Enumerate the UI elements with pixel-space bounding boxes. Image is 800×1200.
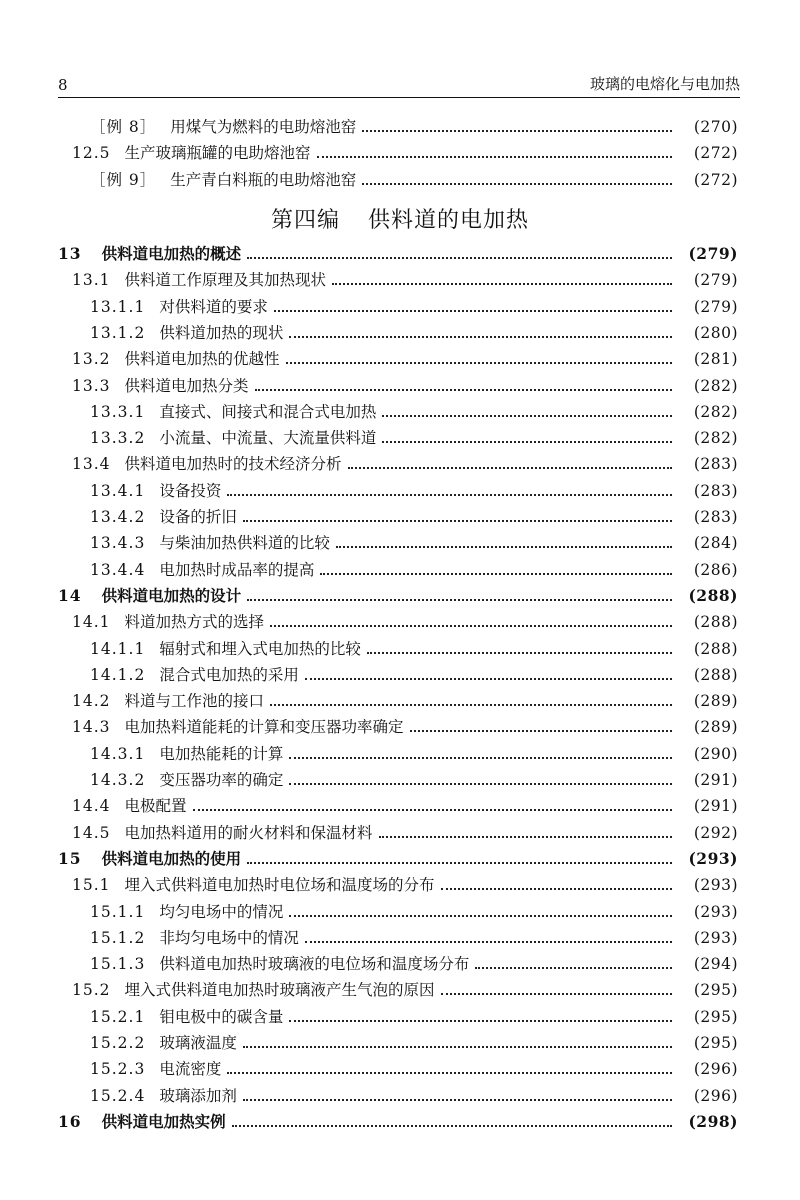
toc-entry-title: 料道与工作池的接口 — [124, 692, 265, 711]
toc-entry-title: 供料道电加热的优越性 — [124, 350, 280, 369]
dot-leader — [441, 993, 672, 995]
toc-entry-title: 供料道电加热的设计 — [101, 585, 242, 605]
toc-entry-number: ［例 8］ — [90, 118, 157, 136]
dot-leader — [243, 520, 672, 522]
dot-leader — [227, 1072, 672, 1074]
toc-entry-title: 设备投资 — [159, 481, 222, 500]
toc-entry-title: 供料道电加热分类 — [124, 376, 249, 395]
toc-entry — [0, 793, 800, 819]
toc-entry-page: (291) — [693, 797, 738, 816]
dot-leader — [305, 678, 672, 680]
toc-entry — [0, 820, 800, 846]
dot-leader — [255, 389, 672, 391]
dot-leader — [289, 1020, 672, 1022]
dot-leader — [227, 494, 672, 496]
toc-entry-page: (290) — [693, 744, 738, 763]
toc-entry — [0, 241, 800, 267]
toc-entry-title: 供料道工作原理及其加热现状 — [124, 271, 327, 290]
toc-entry-page: (289) — [693, 692, 738, 711]
toc-entry-number: 13.4.2 — [90, 508, 146, 526]
dot-leader — [382, 415, 672, 417]
part-heading — [0, 203, 800, 234]
toc-entry-number: 15.2.2 — [90, 1034, 146, 1052]
toc-entry-page: (293) — [693, 928, 738, 947]
toc-entry-page: (293) — [693, 876, 738, 895]
toc-entry-title: 均匀电场中的情况 — [159, 902, 284, 921]
toc-entry-page: (270) — [693, 118, 738, 136]
toc-entry-title: 电加热能耗的计算 — [159, 744, 284, 763]
toc-entry-number: 13 — [58, 244, 82, 263]
dot-leader — [243, 1046, 672, 1048]
header-rule — [58, 97, 740, 98]
toc-entry — [0, 899, 800, 925]
toc-entry — [0, 530, 800, 556]
dot-leader — [270, 704, 672, 706]
toc-entry-title: 供料道电加热时的技术经济分析 — [124, 455, 342, 474]
toc-entry-number: 13.4 — [72, 455, 111, 474]
toc-entry-title: 埋入式供料道电加热时电位场和温度场的分布 — [124, 876, 435, 895]
dot-leader — [286, 362, 672, 364]
dot-leader — [289, 757, 672, 759]
toc-entry-title: 电加热料道能耗的计算和变压器功率确定 — [124, 718, 404, 737]
dot-leader — [348, 467, 672, 469]
dot-leader — [289, 783, 672, 785]
toc-entry-page: (279) — [693, 271, 738, 290]
toc-entry-number: 13.2 — [72, 350, 111, 369]
toc-entry — [0, 925, 800, 951]
toc-entry-title: 生产青白料瓶的电助熔池窑 — [170, 170, 357, 189]
dot-leader — [320, 573, 672, 575]
toc-entry-page: (294) — [693, 955, 738, 974]
dot-leader — [379, 836, 672, 838]
toc-entry — [0, 294, 800, 320]
toc-entry-title: 非均匀电场中的情况 — [159, 928, 299, 947]
toc-entry-page: (291) — [693, 771, 738, 789]
toc-entry-page: (282) — [693, 429, 738, 448]
toc-entry-page: (293) — [693, 902, 738, 921]
toc-entry — [0, 977, 800, 1003]
toc-entry-page: (293) — [688, 848, 738, 868]
toc-entry — [0, 846, 800, 872]
part-label: 第四编 — [270, 208, 340, 233]
toc-entry — [0, 425, 800, 451]
dot-leader — [247, 257, 672, 259]
toc-entry-title: 埋入式供料道电加热时玻璃液产生气泡的原因 — [124, 981, 435, 1000]
toc-entry-number: 15.2 — [72, 981, 111, 1000]
dot-leader — [475, 967, 672, 969]
toc-entry-page: (279) — [693, 297, 738, 316]
toc-entry-number: 14.3.1 — [90, 744, 146, 763]
dot-leader — [367, 652, 672, 654]
toc-entry-page: (295) — [693, 1007, 738, 1026]
toc-entry-number: 13.1.1 — [90, 297, 146, 316]
toc-entry-title: 电加热时成品率的提高 — [159, 560, 315, 579]
toc-entry-title: 电加热料道用的耐火材料和保温材料 — [124, 823, 373, 842]
toc-entry-page: (282) — [693, 402, 738, 421]
dot-leader — [382, 441, 672, 443]
dot-leader — [410, 730, 672, 732]
dot-leader — [232, 1125, 672, 1127]
toc-entry-title: 供料道加热的现状 — [159, 323, 284, 342]
toc-entry-number: 15.1.1 — [90, 902, 146, 921]
toc-entry-title: 供料道电加热的概述 — [101, 244, 242, 263]
toc-entry-number: 14.1.2 — [90, 665, 146, 684]
toc-entry-page: (282) — [693, 376, 738, 395]
toc-entry-number: 14.2 — [72, 692, 111, 711]
page-number: 8 — [58, 76, 68, 94]
toc-entry — [0, 140, 800, 166]
toc-entry — [0, 1109, 800, 1135]
toc-entry — [0, 114, 800, 140]
toc-entry — [0, 872, 800, 898]
toc-entry-page: (284) — [693, 534, 738, 553]
toc-entry — [0, 167, 800, 193]
toc-entry — [0, 583, 800, 609]
toc-entry — [0, 741, 800, 767]
dot-leader — [270, 625, 672, 627]
dot-leader — [317, 156, 672, 158]
toc-entry-page: (289) — [693, 718, 738, 737]
toc-entry-number: 14.5 — [72, 823, 111, 842]
toc-entry — [0, 267, 800, 293]
toc-entry-title: 电极配置 — [124, 797, 187, 816]
toc-entry-title: 与柴油加热供料道的比较 — [159, 534, 330, 553]
dot-leader — [274, 310, 672, 312]
toc-entry-page: (283) — [693, 455, 738, 474]
toc-entry-page: (296) — [693, 1086, 738, 1105]
toc-entry-page: (295) — [693, 981, 738, 1000]
toc-entry-page: (288) — [693, 639, 738, 658]
toc-entry-number: 14.1 — [72, 613, 111, 632]
toc-entry — [0, 451, 800, 477]
toc-entry-page: (288) — [693, 613, 738, 632]
toc-entry-title: 对供料道的要求 — [159, 297, 268, 316]
toc-entry-page: (283) — [693, 481, 738, 500]
toc-entry-title: 设备的折旧 — [159, 508, 237, 526]
toc-entry — [0, 346, 800, 372]
toc-entry — [0, 767, 800, 793]
toc-entry-title: 生产玻璃瓶罐的电助熔池窑 — [124, 144, 311, 163]
toc-entry-number: 16 — [58, 1111, 82, 1131]
toc-entry — [0, 636, 800, 662]
toc-entry-page: (292) — [693, 823, 738, 842]
toc-entry-title: 直接式、间接式和混合式电加热 — [159, 402, 377, 421]
toc-entry — [0, 320, 800, 346]
toc-entry-title: 供料道电加热的使用 — [101, 848, 242, 868]
dot-leader — [362, 130, 672, 132]
toc-entry-number: 14.3 — [72, 718, 111, 737]
toc-entry-number: 15.1 — [72, 876, 111, 895]
toc-entry-page: (288) — [688, 585, 738, 605]
dot-leader — [247, 599, 672, 601]
toc-entry-number: 13.3 — [72, 376, 111, 395]
toc-entry-number: 14.3.2 — [90, 771, 146, 789]
toc-entry — [0, 1030, 800, 1056]
toc-entry-number: 13.1.2 — [90, 323, 146, 342]
toc-entry-page: (296) — [693, 1060, 738, 1079]
toc-entry-title: 玻璃添加剂 — [159, 1086, 237, 1105]
toc-entry-title: 混合式电加热的采用 — [159, 665, 299, 684]
toc-entry-number: 13.1 — [72, 271, 111, 290]
toc-entry — [0, 478, 800, 504]
toc-entry-number: ［例 9］ — [90, 170, 157, 189]
running-title: 玻璃的电熔化与电加热 — [589, 75, 740, 93]
toc-entry-number: 13.4.4 — [90, 560, 146, 579]
toc-entry-number: 14.4 — [72, 797, 111, 816]
dot-leader — [336, 546, 672, 548]
toc-entry-page: (272) — [693, 170, 738, 189]
toc-entry-page: (283) — [693, 508, 738, 526]
toc-entry — [0, 714, 800, 740]
toc-entry-page: (288) — [693, 665, 738, 684]
toc-entry — [0, 373, 800, 399]
dot-leader — [332, 283, 672, 285]
toc-entry — [0, 662, 800, 688]
toc-entry-title: 玻璃液温度 — [159, 1034, 237, 1052]
toc-entry-number: 15.2.1 — [90, 1007, 146, 1026]
dot-leader — [247, 862, 672, 864]
toc-entry-number: 13.4.1 — [90, 481, 146, 500]
toc-entry-page: (286) — [693, 560, 738, 579]
toc-entry-number: 13.3.1 — [90, 402, 146, 421]
toc-entry-number: 15.2.3 — [90, 1060, 146, 1079]
toc-entry — [0, 399, 800, 425]
toc-entry — [0, 1056, 800, 1082]
toc-entry-page: (279) — [688, 244, 738, 263]
page-header — [58, 64, 740, 94]
toc-entry-page: (272) — [693, 144, 738, 163]
toc-entry-title: 供料道电加热时玻璃液的电位场和温度场分布 — [159, 955, 470, 974]
toc-entry-number: 15.2.4 — [90, 1086, 146, 1105]
part-title-text: 供料道的电加热 — [368, 208, 530, 233]
dot-leader — [289, 915, 672, 917]
toc-entry — [0, 504, 800, 530]
toc-entry-title: 用煤气为燃料的电助熔池窑 — [170, 118, 357, 136]
toc-entry — [0, 557, 800, 583]
toc-entry-number: 15.1.2 — [90, 928, 146, 947]
toc-entry-page: (281) — [693, 350, 738, 369]
toc-entry-page: (280) — [693, 323, 738, 342]
toc-entry-title: 小流量、中流量、大流量供料道 — [159, 429, 377, 448]
toc-entry-number: 13.3.2 — [90, 429, 146, 448]
toc-entry-title: 变压器功率的确定 — [159, 771, 284, 789]
toc-entry — [0, 1083, 800, 1109]
toc-entry-title: 料道加热方式的选择 — [124, 613, 265, 632]
dot-leader — [362, 183, 672, 185]
toc-entry — [0, 951, 800, 977]
toc-entry-page: (295) — [693, 1034, 738, 1052]
toc-entry-number: 12.5 — [72, 144, 111, 163]
toc-entry-number: 14 — [58, 585, 82, 605]
toc-entry-number: 14.1.1 — [90, 639, 146, 658]
toc-entry-title: 供料道电加热实例 — [101, 1111, 226, 1131]
toc-entry-title: 电流密度 — [159, 1060, 222, 1079]
toc-entry-number: 15.1.3 — [90, 955, 146, 974]
dot-leader — [289, 336, 672, 338]
dot-leader — [193, 809, 672, 811]
toc-entry — [0, 609, 800, 635]
dot-leader — [441, 888, 672, 890]
dot-leader — [243, 1099, 672, 1101]
toc-entry-title: 钼电极中的碳含量 — [159, 1007, 284, 1026]
toc-entry — [0, 688, 800, 714]
dot-leader — [305, 941, 672, 943]
toc-entry-page: (298) — [688, 1111, 738, 1131]
toc-entry-number: 13.4.3 — [90, 534, 146, 553]
toc-entry-number: 15 — [58, 848, 82, 868]
toc-entry — [0, 1004, 800, 1030]
toc-entry-title: 辐射式和埋入式电加热的比较 — [159, 639, 361, 658]
